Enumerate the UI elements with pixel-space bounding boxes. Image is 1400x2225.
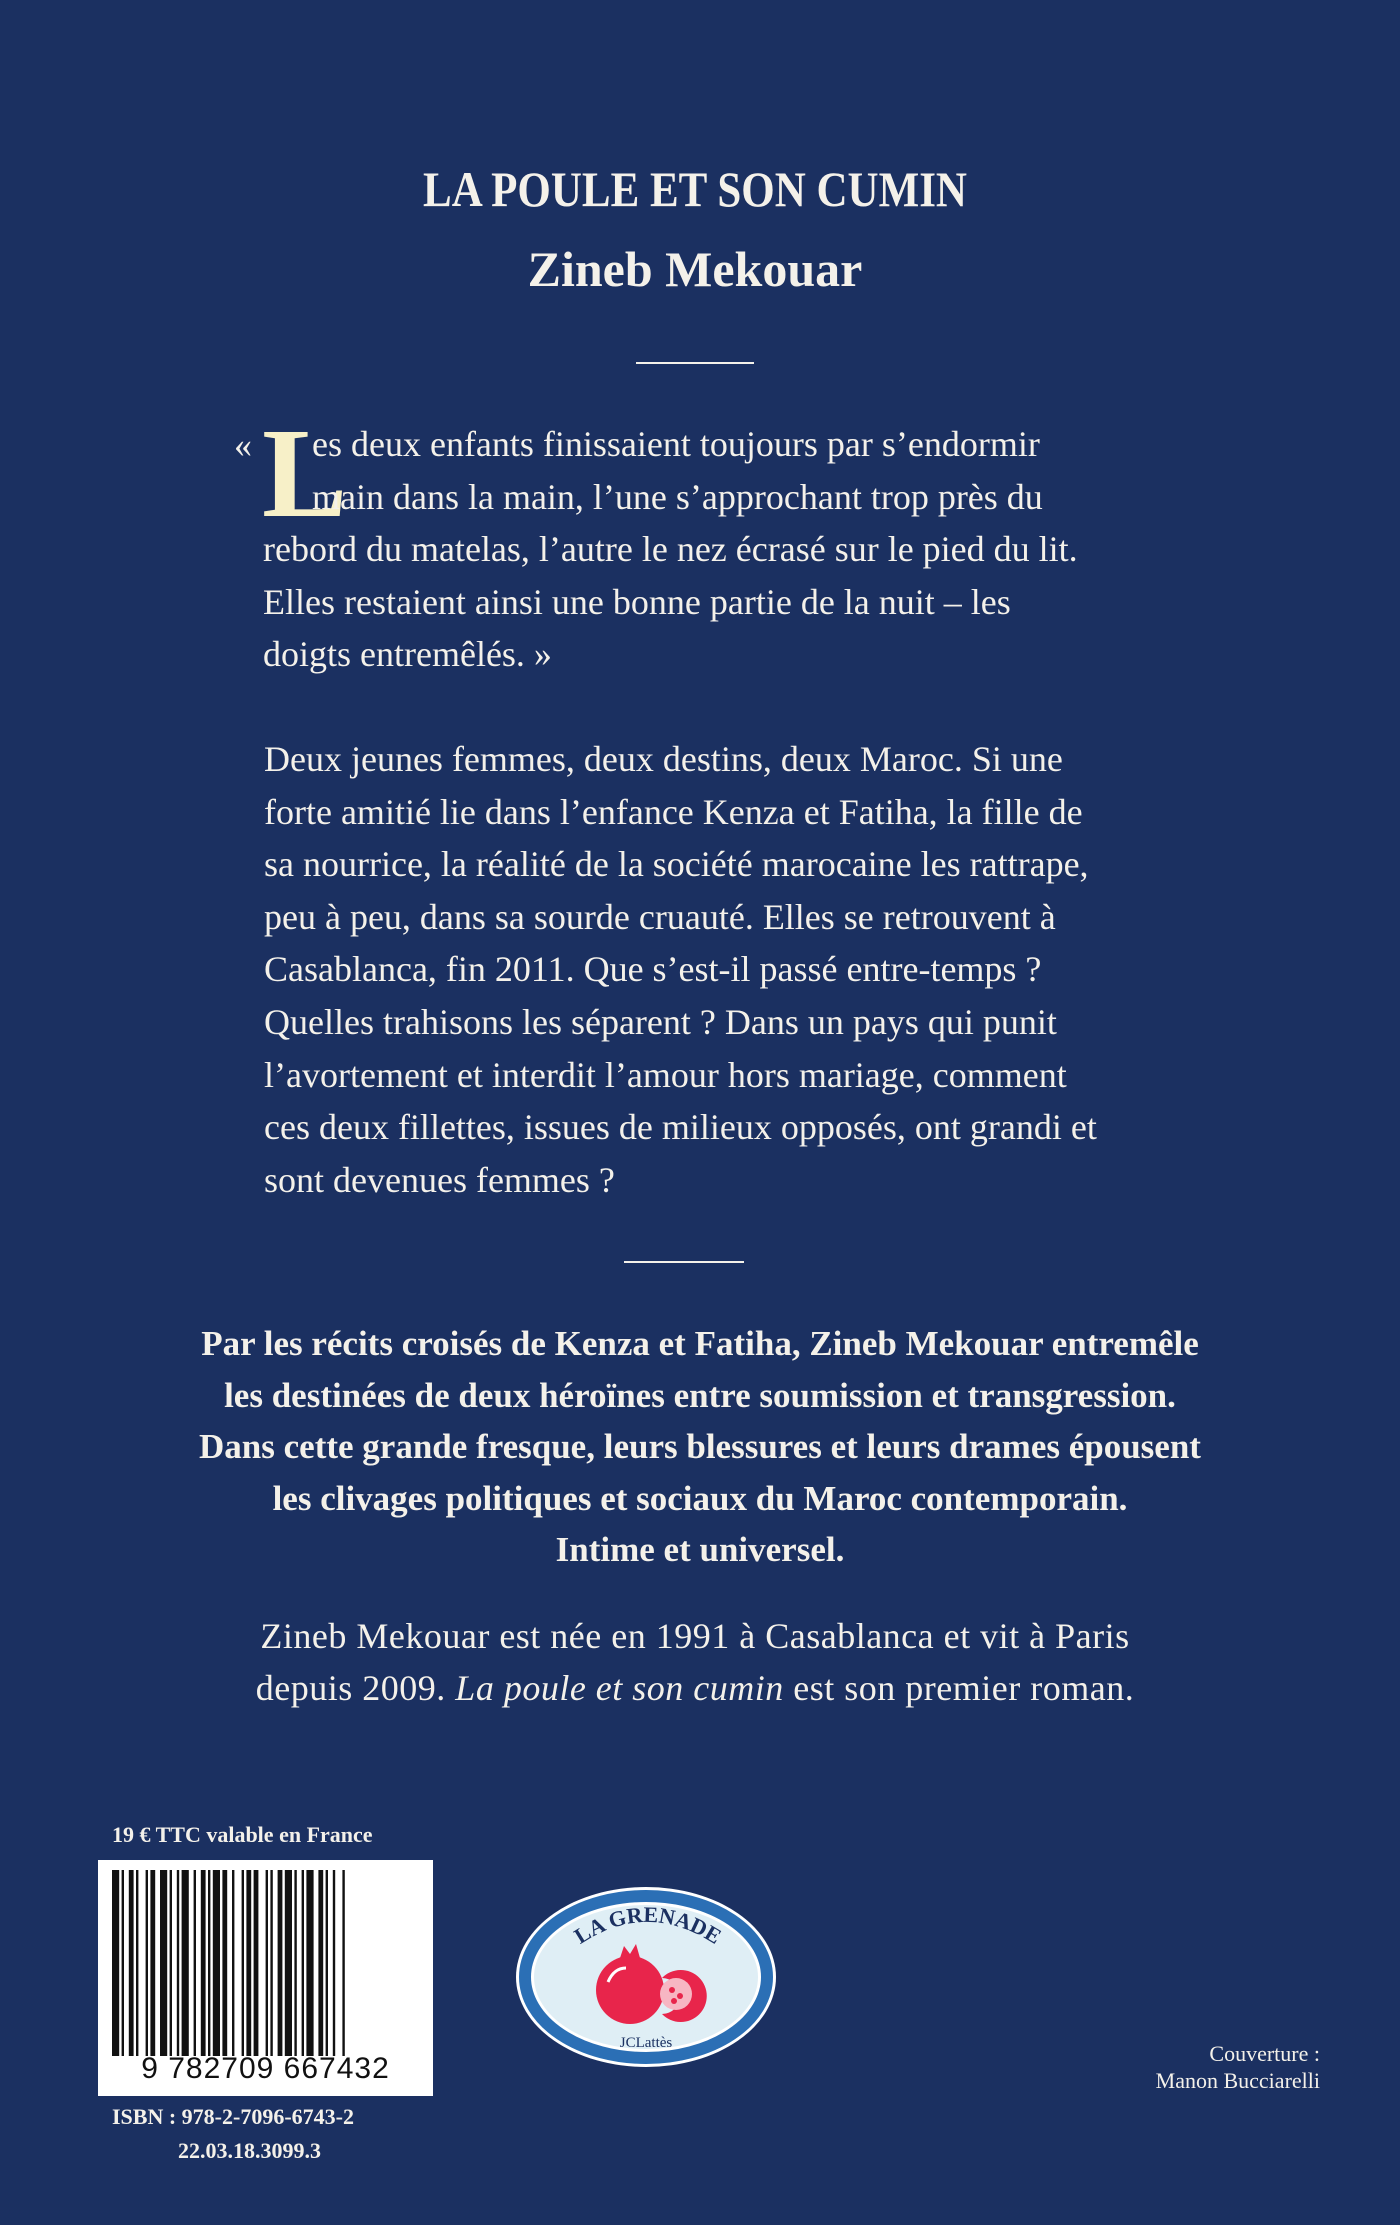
- quote-open-mark: «: [234, 425, 252, 465]
- synopsis-line: forte amitié lie dans l’enfance Kenza et Fatiha, la fille de: [264, 791, 1083, 832]
- book-title: LA POULE ET SON CUMIN: [423, 161, 967, 217]
- author-name: Zineb Mekouar: [527, 241, 863, 297]
- drop-cap: L: [262, 402, 348, 544]
- barcode-bar: [294, 1870, 296, 2056]
- ean-code: 22.03.18.3099.3: [178, 2138, 321, 2163]
- barcode-bar: [170, 1870, 172, 2056]
- pomegranate-logo-icon: [512, 1882, 780, 2072]
- barcode-bar: [194, 1870, 196, 2056]
- pitch-line: Par les récits croisés de Kenza et Fatiha, Zineb Mekouar entremêle: [201, 1324, 1199, 1363]
- pitch-line: Dans cette grande fresque, leurs blessures et leurs drames épousent: [199, 1427, 1201, 1466]
- barcode-bar: [242, 1870, 244, 2056]
- credit-label: Couverture :: [1209, 2041, 1320, 2066]
- barcode-number: 9 782709 667432: [141, 2052, 390, 2085]
- barcode-bar: [333, 1870, 335, 2056]
- credit-name: Manon Bucciarelli: [1155, 2068, 1320, 2093]
- barcode-bar: [254, 1870, 259, 2056]
- author-bio: [0, 1610, 1390, 1714]
- barcode-bar: [326, 1870, 328, 2056]
- logo-series-text: LA GRENADE: [569, 1901, 726, 1949]
- barcode-bar: [160, 1870, 167, 2056]
- cover-credit: [1080, 2040, 1320, 2094]
- quote-line: doigts entremêlés. »: [263, 634, 552, 674]
- barcode-bar: [302, 1870, 304, 2056]
- barcode-bar: [182, 1870, 189, 2056]
- top-divider: [636, 362, 754, 364]
- barcode-bar: [342, 1870, 344, 2056]
- synopsis: [264, 733, 1164, 1206]
- pitch-line: les destinées de deux héroïnes entre soumission et transgression.: [224, 1375, 1176, 1415]
- barcode-bar: [213, 1870, 220, 2056]
- barcode-bar: [270, 1870, 272, 2056]
- pitch-line: les clivages politiques et sociaux du Maroc contemporain.: [272, 1478, 1128, 1518]
- barcode-bar: [177, 1870, 179, 2056]
- logo-publisher-text: JCLattès: [619, 2035, 673, 2051]
- barcode-bar: [150, 1870, 155, 2056]
- barcode-bar: [306, 1870, 313, 2056]
- synopsis-line: Casablanca, fin 2011. Que s’est-il passé entre-temps ?: [264, 949, 1042, 990]
- synopsis-line: sont devenues femmes ?: [264, 1159, 615, 1200]
- isbn: ISBN : 978-2-7096-6743-2: [112, 2104, 354, 2129]
- barcode-bar: [136, 1870, 138, 2056]
- pitch-text: [0, 1318, 1400, 1576]
- pitch-line: Intime et universel.: [555, 1530, 845, 1569]
- synopsis-line: ces deux fillettes, issues de milieux opposés, ont grandi et: [264, 1107, 1097, 1148]
- price-label: 19 € TTC valable en France: [112, 1822, 373, 1847]
- barcode-bar: [146, 1870, 148, 2056]
- barcode-bar: [232, 1870, 234, 2056]
- synopsis-line: sa nourrice, la réalité de la société marocaine les rattrape,: [264, 844, 1089, 885]
- barcode-bar: [266, 1870, 268, 2056]
- barcode-bar: [208, 1870, 210, 2056]
- barcode-bar: [318, 1870, 323, 2056]
- barcode-bar: [246, 1870, 251, 2056]
- quote-line: main dans la main, l’une s’approchant trop près du: [312, 476, 1043, 517]
- barcode-bar: [278, 1870, 283, 2056]
- synopsis-line: Quelles trahisons les séparent ? Dans un pays qui punit: [264, 1001, 1057, 1042]
- barcode-bar: [122, 1870, 124, 2056]
- bio-line: Zineb Mekouar est née en 1991 à Casablanca et vit à Paris: [260, 1616, 1130, 1656]
- bio-line: [0, 1662, 1390, 1714]
- quote-line: rebord du matelas, l’autre le nez écrasé sur le pied du lit.: [263, 529, 1078, 569]
- barcode-bar: [285, 1870, 292, 2056]
- bio-text: depuis 2009.: [255, 1668, 456, 1708]
- middle-divider: [624, 1261, 744, 1263]
- quote-line: es deux enfants finissaient toujours par s’endormir: [312, 424, 1040, 464]
- quote-line: Elles restaient ainsi une bonne partie de la nuit – les: [263, 581, 1011, 622]
- barcode-bar: [201, 1870, 206, 2056]
- excerpt-quote: [232, 402, 1152, 681]
- barcode-bar: [129, 1870, 134, 2056]
- bio-text: est son premier roman.: [783, 1668, 1135, 1708]
- synopsis-line: l’avortement et interdit l’amour hors mariage, comment: [264, 1054, 1067, 1095]
- publisher-logo: [512, 1882, 780, 2077]
- barcode-bar: [112, 1870, 119, 2056]
- barcode-bar: [222, 1870, 227, 2056]
- synopsis-line: peu à peu, dans sa sourde cruauté. Elles se retrouvent à: [264, 896, 1056, 937]
- synopsis-line: Deux jeunes femmes, deux destins, deux Maroc. Si une: [264, 739, 1063, 779]
- bio-book-title: La poule et son cumin: [455, 1668, 784, 1708]
